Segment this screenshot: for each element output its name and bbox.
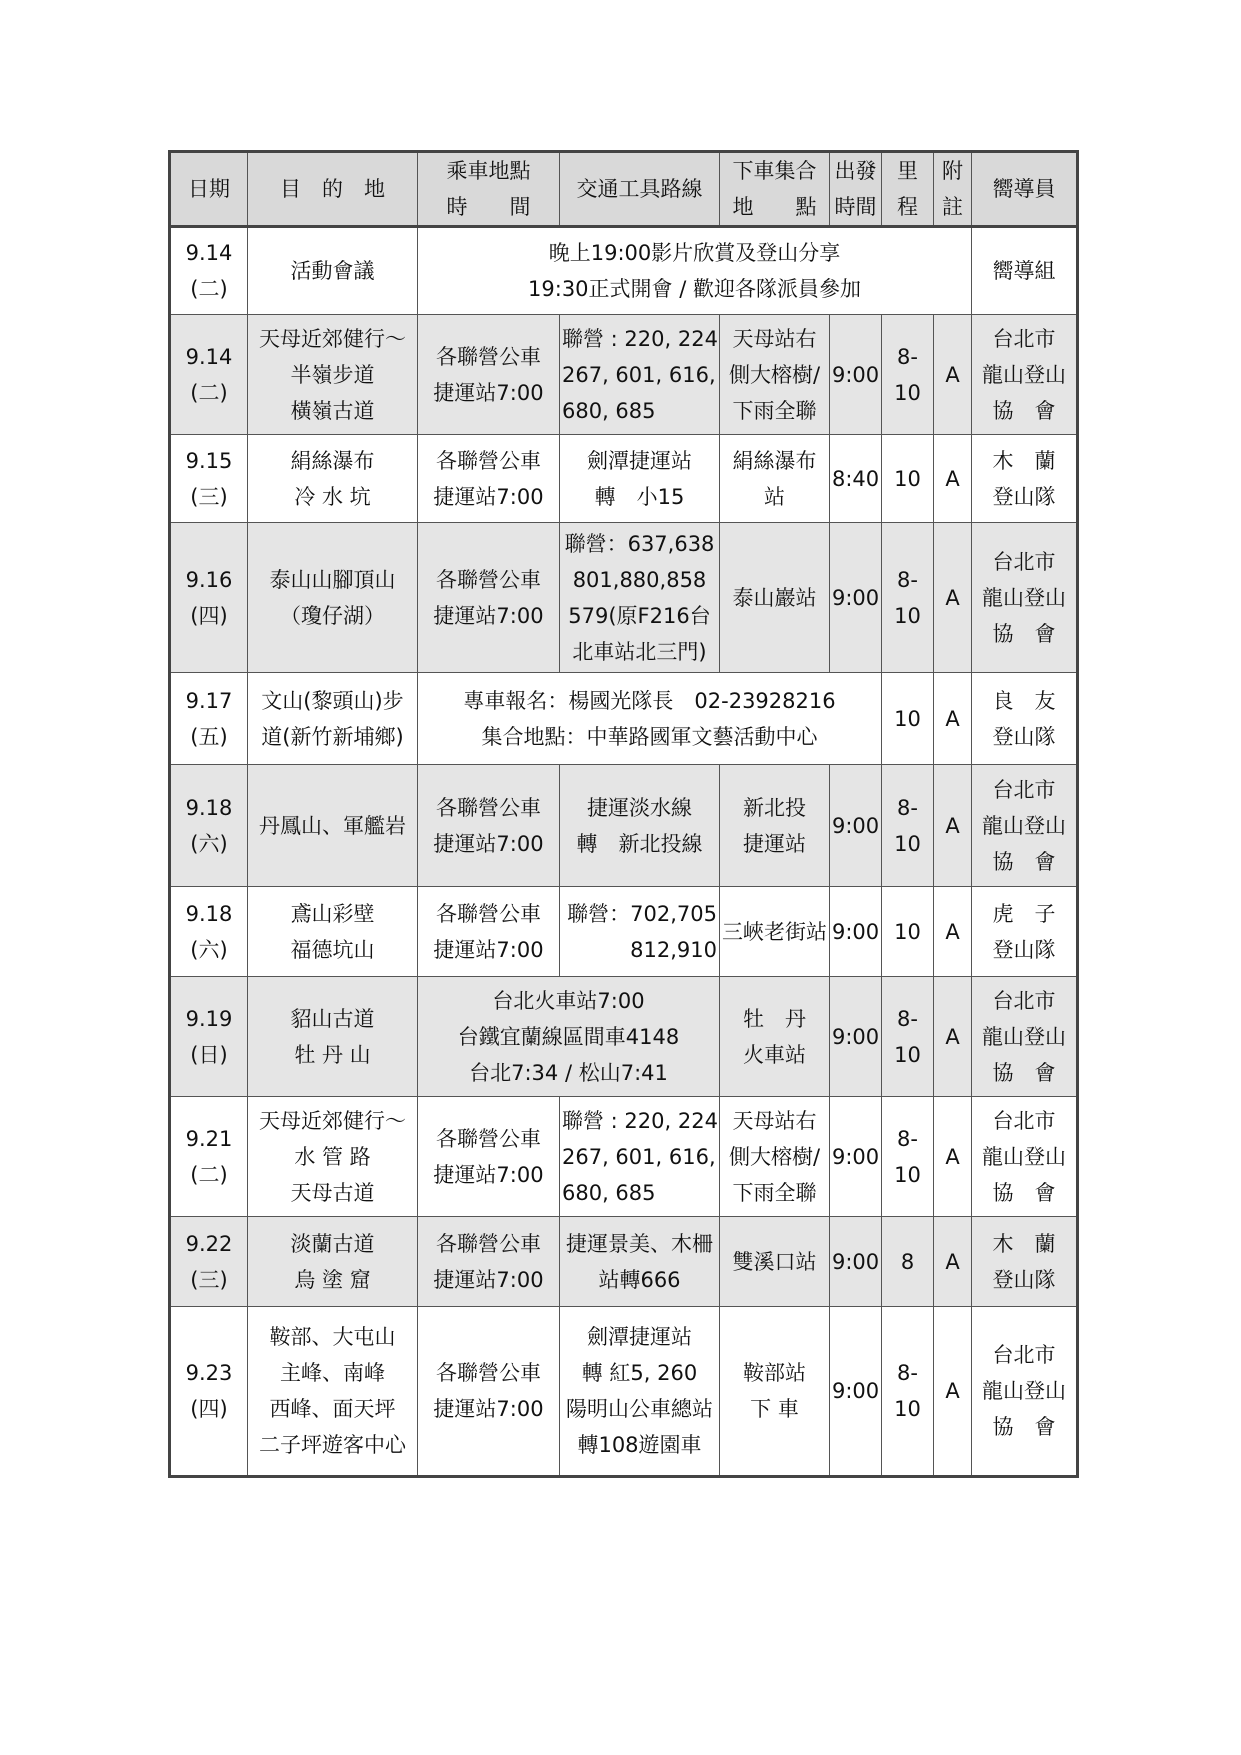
cell-line: 半嶺步道 [290, 362, 375, 387]
cell-line: 泰山山腳頂山 [269, 567, 396, 592]
cell-line: 各聯營公車 [436, 795, 541, 820]
table-row [170, 1217, 1078, 1307]
cell-line: 劍潭捷運站 [587, 448, 692, 473]
destination-cell [248, 1217, 418, 1307]
destination-cell [248, 315, 418, 435]
header-row [170, 152, 1078, 227]
cell-line: 各聯營公車 [436, 1231, 541, 1256]
cell-line: 側大榕樹/ [728, 362, 821, 387]
cell-line: 出發 [834, 159, 877, 183]
guide-cell [972, 1307, 1078, 1477]
date-cell [170, 977, 248, 1097]
cell-line: 捷運景美、木柵 [566, 1231, 713, 1256]
route-cell [560, 435, 720, 523]
cell-line: 台鐵宜蘭線區間車4148 [457, 1024, 680, 1049]
cell-line: 牡 丹 [743, 1006, 806, 1031]
note-cell: A [934, 1217, 972, 1307]
cell-line: 龍山登山 [982, 1379, 1066, 1403]
cell-line: 台北市 [992, 1108, 1056, 1133]
guide-cell [972, 523, 1078, 673]
distance-cell: 10 [882, 887, 934, 977]
cell-line: 801,880,858 [572, 567, 707, 592]
cell-line: 牡 丹 山 [294, 1042, 371, 1067]
cell-line: 轉108遊園車 [577, 1433, 702, 1457]
cell-line: 龍山登山 [982, 362, 1066, 387]
cell-line: 9.21 [185, 1126, 233, 1151]
cell-line: 台北市 [992, 549, 1056, 574]
cell-line: 轉 紅5, 260 [581, 1361, 698, 1385]
destination-cell [248, 227, 418, 315]
depart-time-cell: 9:00 [830, 315, 882, 435]
distance-cell: 8-10 [882, 315, 934, 435]
cell-line: 9.22 [185, 1231, 233, 1256]
cell-line: 良 友 [992, 688, 1056, 713]
note-cell: A [934, 887, 972, 977]
cell-line: 西峰、面天坪 [269, 1397, 396, 1421]
header-boarding [418, 152, 560, 227]
cell-line: 台北市 [992, 777, 1056, 802]
table-row [170, 227, 1078, 315]
header-date [170, 152, 248, 227]
boarding-cell [418, 523, 560, 673]
note-cell: A [934, 977, 972, 1097]
cell-line: 泰山巖站 [732, 585, 817, 610]
distance-cell: 8-10 [882, 977, 934, 1097]
meeting-point-cell [720, 435, 830, 523]
route-cell [560, 1097, 720, 1217]
cell-line: (日) [190, 1042, 228, 1067]
cell-line: 聯營 : 220, 224 [562, 1108, 718, 1133]
boarding-cell [418, 765, 560, 887]
cell-line: 812,910 [630, 937, 717, 962]
meeting-point-cell [720, 1307, 830, 1477]
header-meeting-point [720, 152, 830, 227]
cell-line: 二子坪遊客中心 [259, 1433, 406, 1457]
distance-cell: 8-10 [882, 523, 934, 673]
table-row [170, 887, 1078, 977]
route-cell [560, 1217, 720, 1307]
route-cell [560, 765, 720, 887]
merged-info-cell [418, 673, 882, 765]
distance-cell: 8-10 [882, 1097, 934, 1217]
cell-line: 註 [942, 195, 963, 219]
cell-line: (二) [190, 1162, 228, 1187]
cell-line: 各聯營公車 [436, 901, 541, 926]
guide-cell [972, 227, 1078, 315]
note-cell: A [934, 1097, 972, 1217]
cell-line: 登山隊 [992, 484, 1056, 509]
cell-line: (二) [190, 277, 228, 301]
cell-line: 各聯營公車 [436, 567, 541, 592]
distance-cell: 8-10 [882, 765, 934, 887]
cell-line: 絹絲瀑布 [732, 448, 817, 473]
date-cell [170, 1097, 248, 1217]
guide-cell [972, 435, 1078, 523]
note-cell: A [934, 435, 972, 523]
cell-line: 登山隊 [992, 1267, 1056, 1292]
cell-line: 木 蘭 [992, 448, 1056, 473]
cell-line: 三峽老街站 [722, 919, 827, 944]
table-row [170, 1307, 1078, 1477]
cell-line: 晚上19:00影片欣賞及登山分享 [548, 241, 841, 265]
cell-line: 9.14 [185, 344, 233, 369]
cell-line: 680, 685 [562, 1180, 656, 1205]
table-row [170, 523, 1078, 673]
destination-cell [248, 673, 418, 765]
date-cell [170, 435, 248, 523]
schedule-table [168, 150, 1079, 1478]
boarding-cell [418, 1307, 560, 1477]
meeting-point-cell [720, 315, 830, 435]
route-cell [560, 887, 720, 977]
merged-info-cell [418, 977, 720, 1097]
header-guide [972, 152, 1078, 227]
cell-line: 轉 新北投線 [576, 831, 703, 856]
cell-line: 聯營 : 220, 224 [562, 326, 718, 351]
cell-line: 台北市 [992, 1343, 1056, 1367]
cell-line: 聯營：702,705 [567, 901, 717, 926]
cell-line: 冷 水 坑 [294, 484, 371, 509]
cell-line: 時 間 [446, 195, 531, 219]
cell-line: 新北投 [743, 795, 806, 820]
cell-line: 267, 601, 616, [562, 1144, 716, 1169]
cell-line: 各聯營公車 [436, 1361, 541, 1385]
meeting-point-cell [720, 523, 830, 673]
meeting-point-cell [720, 887, 830, 977]
cell-line: 19:30正式開會 / 歡迎各隊派員參加 [528, 277, 861, 301]
header-distance [882, 152, 934, 227]
note-cell: A [934, 315, 972, 435]
destination-cell [248, 977, 418, 1097]
cell-line: 橫嶺古道 [290, 398, 375, 423]
meeting-point-cell [720, 1217, 830, 1307]
cell-line: 9.18 [185, 795, 233, 820]
cell-line: 協 會 [992, 1060, 1056, 1085]
date-cell [170, 227, 248, 315]
cell-line: 淡蘭古道 [290, 1231, 375, 1256]
cell-line: 9.17 [185, 688, 233, 713]
cell-line: (二) [190, 380, 228, 405]
cell-line: 烏 塗 窟 [294, 1267, 371, 1292]
cell-line: （瓊仔湖） [280, 603, 385, 628]
date-cell [170, 765, 248, 887]
cell-line: 9.19 [185, 1006, 233, 1031]
table-row [170, 673, 1078, 765]
cell-line: (三) [190, 484, 228, 509]
cell-line: 捷運站7:00 [433, 937, 544, 962]
guide-cell [972, 315, 1078, 435]
depart-time-cell: 9:00 [830, 977, 882, 1097]
destination-cell [248, 1097, 418, 1217]
cell-line: 579(原F216台 [568, 603, 711, 628]
meeting-point-cell [720, 765, 830, 887]
cell-line: 專車報名：楊國光隊長 02-23928216 [463, 688, 836, 713]
cell-line: 下雨全聯 [732, 1180, 817, 1205]
depart-time-cell: 9:00 [830, 1307, 882, 1477]
route-cell [560, 523, 720, 673]
distance-cell: 10 [882, 435, 934, 523]
destination-cell [248, 1307, 418, 1477]
distance-cell: 8 [882, 1217, 934, 1307]
destination-cell [248, 765, 418, 887]
cell-line: 道(新竹新埔鄉) [261, 724, 404, 749]
depart-time-cell: 9:00 [830, 765, 882, 887]
cell-line: 捷運站 [743, 831, 806, 856]
boarding-cell [418, 1217, 560, 1307]
note-cell: A [934, 765, 972, 887]
cell-line: 捷運站7:00 [433, 380, 544, 405]
distance-cell: 10 [882, 673, 934, 765]
guide-cell [972, 1097, 1078, 1217]
cell-line: 協 會 [992, 398, 1056, 423]
table-row [170, 435, 1078, 523]
cell-line: 交通工具路線 [576, 177, 703, 201]
cell-line: 地 點 [732, 195, 817, 219]
cell-line: 鞍部站 [743, 1361, 806, 1385]
cell-line: 鞍部、大屯山 [269, 1325, 396, 1349]
date-cell [170, 523, 248, 673]
cell-line: 267, 601, 616, [562, 362, 716, 387]
cell-line: 水 管 路 [294, 1144, 371, 1169]
cell-line: 天母古道 [290, 1180, 375, 1205]
cell-line: 火車站 [743, 1042, 806, 1067]
cell-line: 捷運站7:00 [433, 1267, 544, 1292]
cell-line: 登山隊 [992, 937, 1056, 962]
cell-line: 天母近郊健行～ [259, 326, 406, 351]
cell-line: 乘車地點 [446, 159, 531, 183]
cell-line: 附 [942, 159, 963, 183]
cell-line: 9.23 [185, 1361, 233, 1385]
cell-line: 9.18 [185, 901, 233, 926]
cell-line: 下 車 [750, 1397, 799, 1421]
note-cell: A [934, 673, 972, 765]
cell-line: 龍山登山 [982, 585, 1066, 610]
cell-line: 捷運淡水線 [587, 795, 692, 820]
cell-line: 目 的 地 [280, 177, 385, 201]
cell-line: 龍山登山 [982, 1024, 1066, 1049]
cell-line: (三) [190, 1267, 228, 1292]
cell-line: (五) [190, 724, 228, 749]
depart-time-cell: 9:00 [830, 887, 882, 977]
cell-line: 協 會 [992, 621, 1056, 646]
cell-line: (四) [190, 1397, 228, 1421]
note-cell: A [934, 523, 972, 673]
cell-line: 捷運站7:00 [433, 603, 544, 628]
cell-line: 主峰、南峰 [280, 1361, 385, 1385]
guide-cell [972, 673, 1078, 765]
cell-line: 天母站右 [732, 1108, 817, 1133]
depart-time-cell: 9:00 [830, 1217, 882, 1307]
cell-line: 龍山登山 [982, 813, 1066, 838]
cell-line: 陽明山公車總站 [566, 1397, 713, 1421]
cell-line: 虎 子 [992, 901, 1056, 926]
cell-line: 天母近郊健行～ [259, 1108, 406, 1133]
route-cell [560, 315, 720, 435]
table-row [170, 1097, 1078, 1217]
depart-time-cell: 8:40 [830, 435, 882, 523]
boarding-cell [418, 1097, 560, 1217]
cell-line: 鳶山彩壁 [290, 901, 375, 926]
header-depart-time [830, 152, 882, 227]
guide-cell [972, 977, 1078, 1097]
date-cell [170, 315, 248, 435]
cell-line: 嚮導組 [992, 259, 1056, 283]
destination-cell [248, 523, 418, 673]
cell-line: 捷運站7:00 [433, 484, 544, 509]
cell-line: 下雨全聯 [732, 398, 817, 423]
cell-line: 龍山登山 [982, 1144, 1066, 1169]
table-row [170, 977, 1078, 1097]
cell-line: 協 會 [992, 1415, 1056, 1439]
date-cell [170, 1217, 248, 1307]
cell-line: 9.14 [185, 241, 233, 265]
route-cell [560, 1307, 720, 1477]
cell-line: 日期 [188, 177, 230, 201]
cell-line: 活動會議 [290, 259, 375, 283]
cell-line: 捷運站7:00 [433, 1162, 544, 1187]
cell-line: 台北市 [992, 326, 1056, 351]
cell-line: 程 [897, 195, 918, 219]
boarding-cell [418, 435, 560, 523]
distance-cell: 8-10 [882, 1307, 934, 1477]
cell-line: 天母站右 [732, 326, 817, 351]
depart-time-cell: 9:00 [830, 1097, 882, 1217]
cell-line: 捷運站7:00 [433, 831, 544, 856]
cell-line: 9.16 [185, 567, 233, 592]
guide-cell [972, 887, 1078, 977]
cell-line: 福德坑山 [290, 937, 375, 962]
cell-line: 協 會 [992, 1180, 1056, 1205]
cell-line: 協 會 [992, 849, 1056, 874]
cell-line: 劍潭捷運站 [587, 1325, 692, 1349]
cell-line: 下車集合 [732, 159, 817, 183]
cell-line: 文山(黎頭山)步 [261, 688, 404, 713]
cell-line: 嚮導員 [992, 177, 1056, 201]
cell-line: 680, 685 [562, 398, 656, 423]
cell-line: 時間 [834, 195, 877, 219]
cell-line: (四) [190, 603, 228, 628]
cell-line: 集合地點：中華路國軍文藝活動中心 [481, 724, 818, 749]
meeting-point-cell [720, 977, 830, 1097]
date-cell [170, 673, 248, 765]
guide-cell [972, 765, 1078, 887]
cell-line: 各聯營公車 [436, 344, 541, 369]
header-note [934, 152, 972, 227]
cell-line: 北車站北三門) [572, 639, 707, 664]
cell-line: 台北7:34 / 松山7:41 [469, 1060, 668, 1085]
cell-line: 木 蘭 [992, 1231, 1056, 1256]
cell-line: 雙溪口站 [732, 1249, 817, 1274]
cell-line: 貂山古道 [290, 1006, 375, 1031]
cell-line: 9.15 [185, 448, 233, 473]
cell-line: 台北火車站7:00 [492, 988, 645, 1013]
destination-cell [248, 887, 418, 977]
meeting-point-cell [720, 1097, 830, 1217]
cell-line: 各聯營公車 [436, 448, 541, 473]
boarding-cell [418, 315, 560, 435]
merged-info-cell [418, 227, 972, 315]
cell-line: (六) [190, 831, 228, 856]
cell-line: 側大榕樹/ [728, 1144, 821, 1169]
date-cell [170, 1307, 248, 1477]
date-cell [170, 887, 248, 977]
cell-line: (六) [190, 937, 228, 962]
header-route [560, 152, 720, 227]
note-cell: A [934, 1307, 972, 1477]
destination-cell [248, 435, 418, 523]
cell-line: 轉 小15 [594, 484, 685, 509]
cell-line: 聯營：637,638 [564, 531, 715, 556]
depart-time-cell: 9:00 [830, 523, 882, 673]
table-row [170, 765, 1078, 887]
cell-line: 站 [764, 484, 785, 509]
table-row [170, 315, 1078, 435]
boarding-cell [418, 887, 560, 977]
cell-line: 絹絲瀑布 [290, 448, 375, 473]
cell-line: 登山隊 [992, 724, 1056, 749]
cell-line: 丹鳳山、軍艦岩 [259, 813, 406, 838]
cell-line: 各聯營公車 [436, 1126, 541, 1151]
cell-line: 捷運站7:00 [433, 1397, 544, 1421]
cell-line: 台北市 [992, 988, 1056, 1013]
cell-line: 里 [897, 159, 918, 183]
header-destination [248, 152, 418, 227]
guide-cell [972, 1217, 1078, 1307]
cell-line: 站轉666 [598, 1267, 681, 1292]
